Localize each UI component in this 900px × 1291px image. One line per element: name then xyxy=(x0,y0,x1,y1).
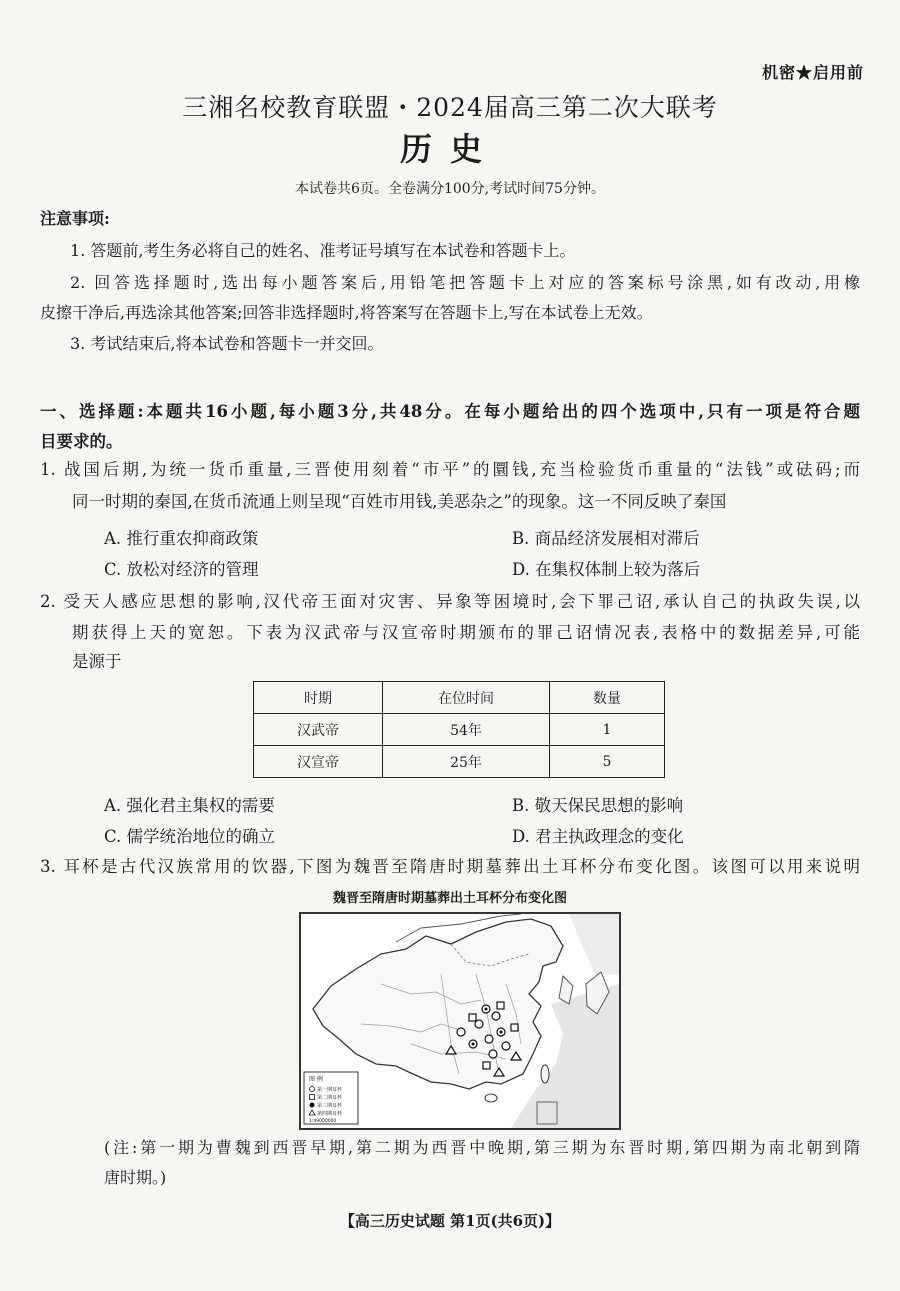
q3-note-line-2: 唐时期。) xyxy=(104,1168,167,1187)
table-header: 数量 xyxy=(550,682,665,714)
exam-title: 三湘名校教育联盟・2024届高三第二次大联考 xyxy=(182,93,718,122)
q1-option-d[interactable]: D. 在集权体制上较为落后 xyxy=(512,560,701,579)
notice-item-3: 3. 考试结束后,将本试卷和答题卡一并交回。 xyxy=(70,334,384,353)
q1-line-2: 同一时期的秦国,在货币流通上则呈现“百姓市用钱,美恶杂之”的现象。这一不同反映了秦国 xyxy=(72,492,727,511)
q1-line-1: 1. 战国后期,为统一货币重量,三晋使用刻着“市平”的圜钱,充当检验货币重量的“法钱”或砝码;而 xyxy=(40,460,860,479)
legend-heading: 图 例 xyxy=(309,1076,323,1083)
legend-item: 第二期耳杯 xyxy=(317,1095,343,1101)
section-heading-line-2: 目要求的。 xyxy=(40,432,123,451)
table-cell: 54年 xyxy=(383,714,550,746)
section-heading xyxy=(40,397,860,457)
q2-line-3: 是源于 xyxy=(72,652,122,671)
q2-line-1: 2. 受天人感应思想的影响,汉代帝王面对灾害、异象等困境时,会下罪己诏,承认自己的执政失误,以 xyxy=(40,592,860,611)
table-row xyxy=(254,746,665,778)
legend-item: 第一期耳杯 xyxy=(317,1087,343,1093)
notice-item-2-cont: 皮擦干净后,再选涂其他答案;回答非选择题时,将答案写在答题卡上,写在本试卷上无效。 xyxy=(40,303,653,322)
confidential-label: 机密★启用前 xyxy=(761,63,864,82)
map-title: 魏晋至隋唐时期墓葬出土耳杯分布变化图 xyxy=(332,891,567,906)
ear-cup-distribution-map xyxy=(299,912,621,1130)
notice-item-2: 2. 回答选择题时,选出每小题答案后,用铅笔把答题卡上对应的答案标号涂黑,如有改动,用橡 xyxy=(70,273,860,292)
table-cell: 汉宣帝 xyxy=(254,746,383,778)
q1-option-b[interactable]: B. 商品经济发展相对滞后 xyxy=(512,529,700,548)
table-header: 时期 xyxy=(254,682,383,714)
q2-option-b[interactable]: B. 敬天保民思想的影响 xyxy=(512,796,684,815)
notice-heading: 注意事项: xyxy=(40,209,110,228)
table-header-row xyxy=(254,682,665,714)
table-cell: 5 xyxy=(550,746,665,778)
legend-item: 第三期耳杯 xyxy=(317,1103,343,1109)
q2-option-c[interactable]: C. 儒学统治地位的确立 xyxy=(104,827,276,846)
page-footer: 【高三历史试题 第1页(共6页)】 xyxy=(339,1212,561,1230)
q1-option-a[interactable]: A. 推行重农抑商政策 xyxy=(104,529,259,548)
edict-table xyxy=(253,681,665,778)
q3-note-line-1: (注:第一期为曹魏到西晋早期,第二期为西晋中晚期,第三期为东晋时期,第四期为南北朝到隋 xyxy=(104,1138,860,1157)
q2-option-a[interactable]: A. 强化君主集权的需要 xyxy=(104,796,275,815)
q1-option-c[interactable]: C. 放松对经济的管理 xyxy=(104,560,259,579)
notice-item-1: 1. 答题前,考生务必将自己的姓名、准考证号填写在本试卷和答题卡上。 xyxy=(70,241,576,260)
subject-title: 历史 xyxy=(399,130,500,168)
table-cell: 25年 xyxy=(383,746,550,778)
table-row xyxy=(254,714,665,746)
map-scale: 1:49000000 xyxy=(309,1119,337,1124)
map-graphic xyxy=(301,914,619,1128)
table-cell: 汉武帝 xyxy=(254,714,383,746)
exam-info: 本试卷共6页。全卷满分100分,考试时间75分钟。 xyxy=(295,181,605,197)
table-header: 在位时间 xyxy=(383,682,550,714)
q3-line-1: 3. 耳杯是古代汉族常用的饮器,下图为魏晋至隋唐时期墓葬出土耳杯分布变化图。该图可以用来说明 xyxy=(40,857,860,876)
table-cell: 1 xyxy=(550,714,665,746)
q2-option-d[interactable]: D. 君主执政理念的变化 xyxy=(512,827,684,846)
section-heading-line-1: 一、选择题:本题共16小题,每小题3分,共48分。在每小题给出的四个选项中,只有一项是符合题 xyxy=(40,402,860,421)
legend-item: 第四期耳杯 xyxy=(317,1111,343,1117)
q2-line-2: 期获得上天的宽恕。下表为汉武帝与汉宣帝时期颁布的罪己诏情况表,表格中的数据差异,可能 xyxy=(72,623,860,642)
